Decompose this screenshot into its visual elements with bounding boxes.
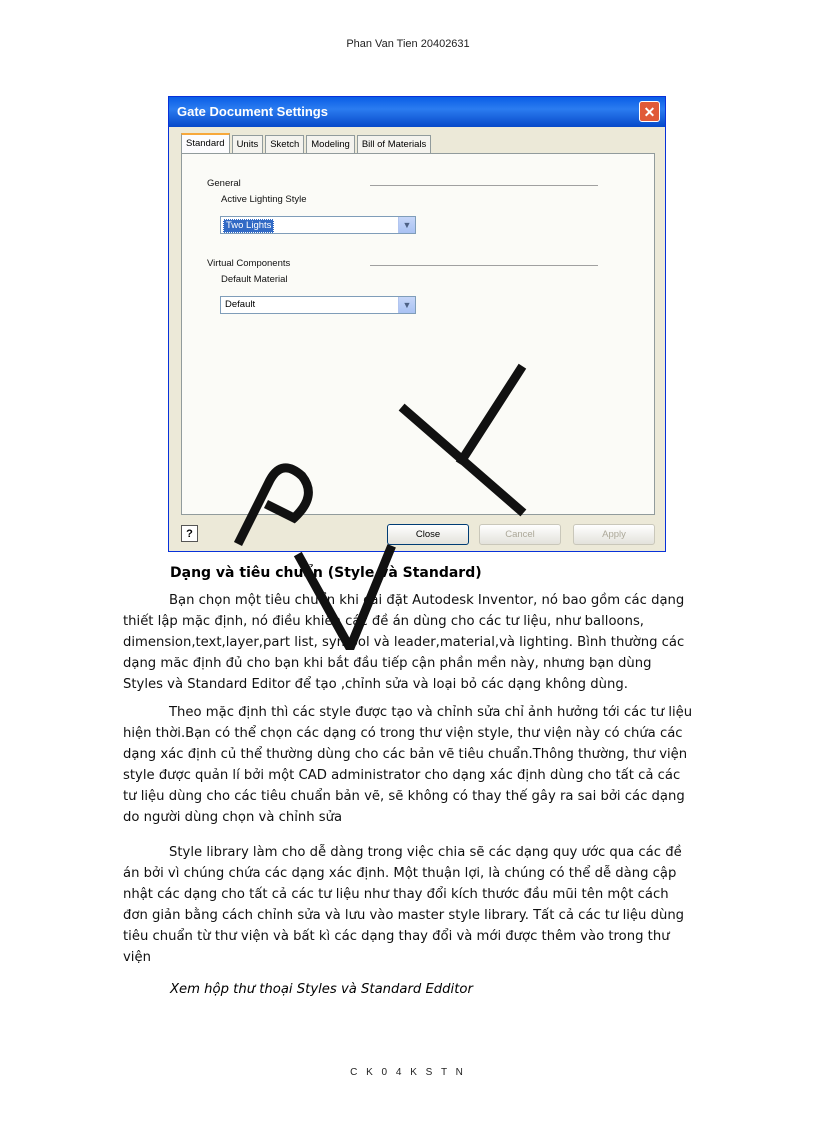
general-divider [370, 185, 598, 186]
lighting-style-select[interactable] [220, 216, 416, 234]
paragraph-3: Style library làm cho dễ dàng trong việc chia sẽ các dạng quy ước qua các đề án bởi vì chúng chứa các dạng xác định. Một thuận lợi, là chúng có thể dễ dàng cập nhật các dạng cho tất cả các tư liệu như thay đổi kích thước đầu mũi tên một cách đơn giản bằng cách chỉnh sửa và lưu vào master style library. Tất cả các tư liệu dùng tiêu chuẩn từ thư viện và bất kì các dạng thay đổi và mới được thêm vào trong thư viện [123, 845, 685, 965]
general-group-label: General [207, 178, 241, 189]
lighting-style-label: Active Lighting Style [221, 194, 307, 205]
dialog-titlebar [169, 97, 665, 127]
paragraph-1: Bạn chọn một tiêu chuẩn khi cài đặt Autodesk Inventor, nó bao gồm các dạng thiết lập mặc định, nó điều khiển các đề án dùng cho các tư liệu, như balloons, dimension,text,layer,part list, symbol và leader,material,và lighting. Bình thường các dạng măc định đủ cho bạn khi bắt đầu tiếp cận phần mền này, nhưng bạn dùng Styles và Standard Editor để tạo ,chỉnh sửa và loại bỏ các dạng không dùng. [123, 593, 685, 692]
virtual-divider [370, 265, 598, 266]
lighting-style-value: Two Lights [223, 219, 274, 233]
paragraph-2: Theo mặc định thì các style được tạo và chỉnh sửa chỉ ảnh hưởng tới các tư liệu hiện thời.Bạn có thể chọn các dạng có trong thư viện style, thư viện này có chứa các dạng xác định củ thể thường dùng cho các bản vẽ tiêu chuẩn.Thông thường, thư viện style được quản lí bởi một CAD administrator cho dạng xác định dùng cho tất cả các tư liệu dùng cho các tiêu chuẩn bản vẽ, sẽ không có thay thế gây ra sai bởi các dạng do người dùng chọn và chỉnh sửa [123, 705, 693, 825]
cancel-button[interactable]: Cancel [479, 524, 561, 545]
standard-tab-panel [181, 153, 655, 515]
tab-standard[interactable]: Standard [181, 133, 230, 154]
chevron-down-icon[interactable]: ▼ [398, 297, 415, 313]
tab-sketch[interactable]: Sketch [265, 135, 304, 153]
default-material-value: Default [225, 299, 256, 310]
close-button[interactable]: Close [387, 524, 469, 545]
chevron-down-icon[interactable]: ▼ [398, 217, 415, 233]
apply-button[interactable]: Apply [573, 524, 655, 545]
page-header: Phan Van Tien 20402631 [346, 38, 470, 50]
tab-modeling[interactable]: Modeling [306, 135, 355, 153]
virtual-components-label: Virtual Components [207, 258, 291, 269]
page-footer: C K 0 4 K S T N [350, 1067, 466, 1078]
tab-units[interactable]: Units [232, 135, 264, 153]
close-icon[interactable]: ✕ [639, 101, 660, 122]
document-settings-dialog [168, 96, 666, 552]
section-heading: Dạng và tiêu chuẩn (Style và Standard) [170, 565, 482, 581]
dialog-title: Gate Document Settings [177, 104, 328, 119]
tab-bill-of-materials[interactable]: Bill of Materials [357, 135, 431, 153]
tab-bar [181, 135, 433, 153]
default-material-label: Default Material [221, 274, 288, 285]
dialog-reference-link: Xem hộp thư thoại Styles và Standard Edditor [170, 982, 473, 997]
default-material-select[interactable] [220, 296, 416, 314]
help-icon[interactable]: ? [181, 525, 198, 542]
